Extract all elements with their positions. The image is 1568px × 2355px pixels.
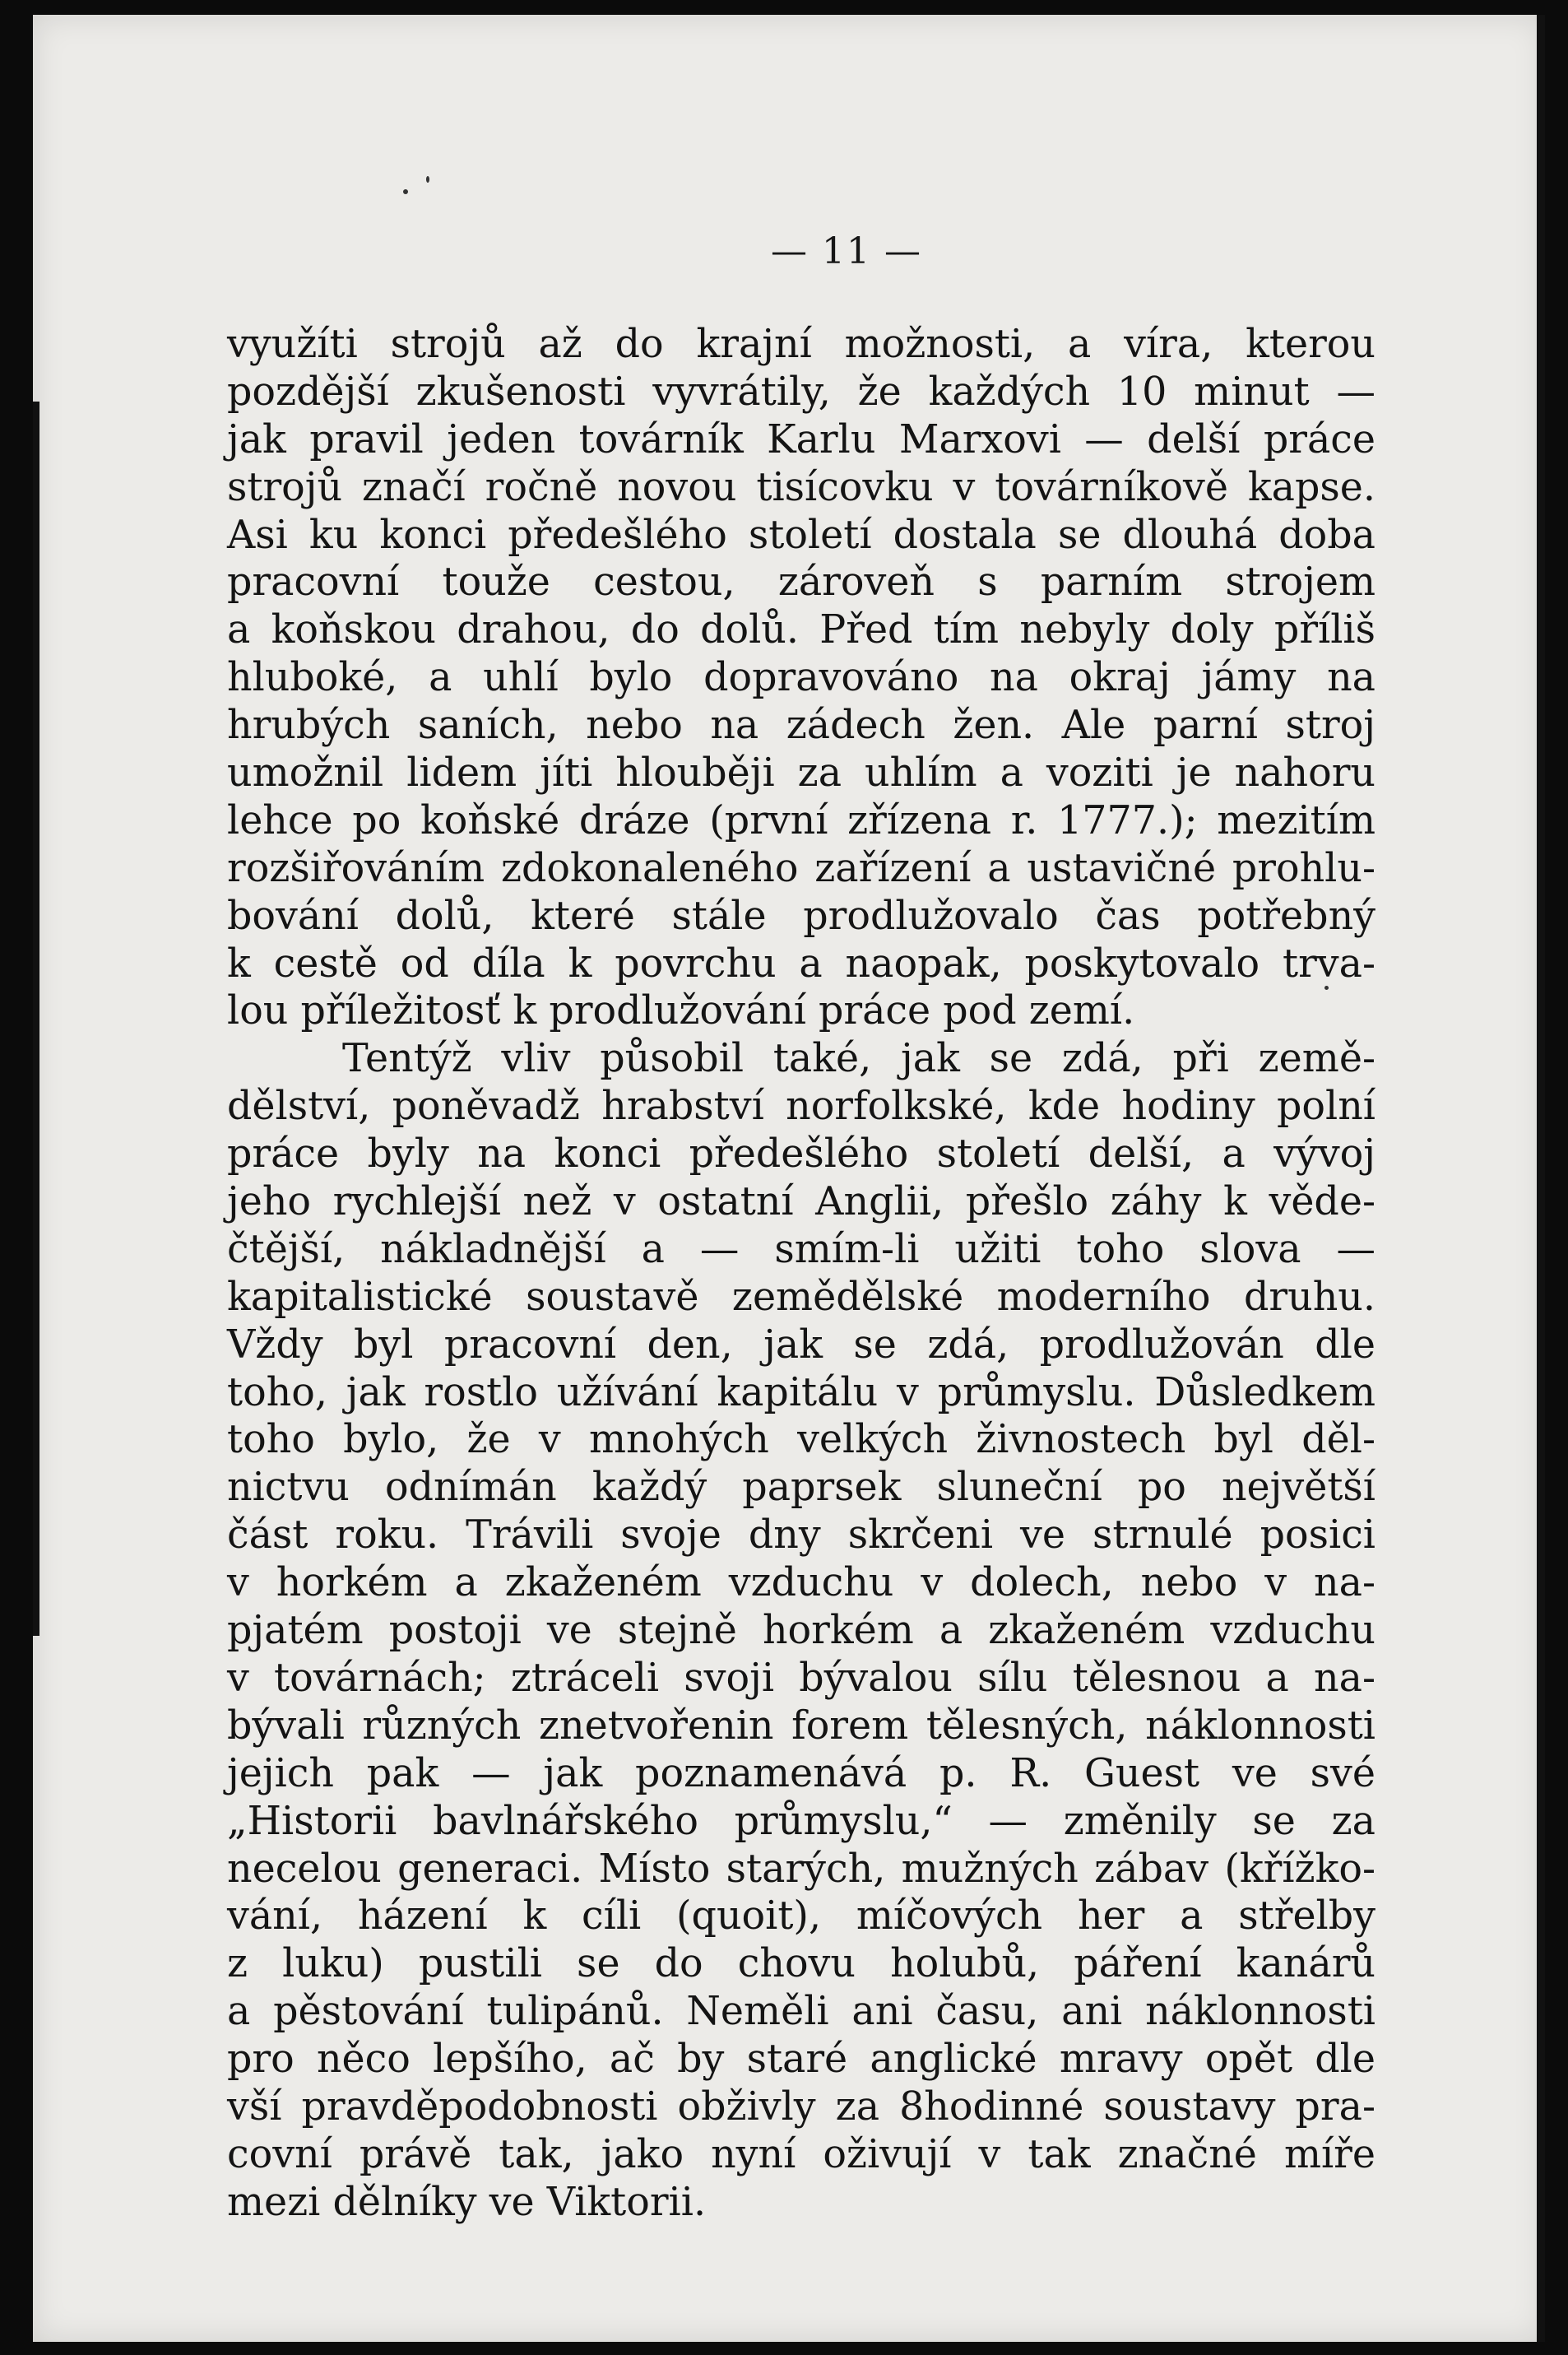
text-line: a pěstování tulipánů. Neměli ani času, ani náklonnosti <box>227 1989 1375 2035</box>
text-line: část roku. Trávili svoje dny skrčeni ve strnulé posici <box>227 1512 1375 1558</box>
text-line: bývali různých znetvořenin forem tělesných, náklonnosti <box>227 1702 1375 1749</box>
text-line: pro něco lepšího, ač by staré anglické mravy opět dle <box>227 2037 1375 2083</box>
text-line: mezi dělníky ve Viktorii. <box>227 2179 707 2225</box>
text-line: dělství, poněvadž hrabství norfolkské, kde hodiny polní <box>227 1084 1375 1130</box>
text-line: a koňskou drahou, do dolů. Před tím nebyly doly příliš <box>227 607 1375 653</box>
text-line: jeho rychlejší než v ostatní Anglii, přešlo záhy k věde- <box>227 1179 1375 1225</box>
text-line: hluboké, a uhlí bylo dopravováno na okraj jámy na <box>227 655 1375 701</box>
text-line: toho, jak rostlo užívání kapitálu v průmyslu. Důsledkem <box>227 1369 1375 1415</box>
text-line: necelou generaci. Místo starých, mužných zábav (křížko- <box>227 1846 1375 1892</box>
text-line: „Historii bavlnářského průmyslu,“ — změnily se za <box>227 1798 1375 1844</box>
left-edge-scan-mark <box>33 402 39 1636</box>
text-line: pjatém postoji ve stejně horkém a zkaženém vzduchu <box>227 1608 1375 1654</box>
text-line: využíti strojů až do krajní možnosti, a víra, kterou <box>227 322 1375 367</box>
body-text <box>227 321 1375 2227</box>
right-edge-scan-mark <box>1537 15 1545 2342</box>
text-line: nictvu odnímán každý paprsek sluneční po největší <box>227 1465 1375 1511</box>
page-number: — 11 — <box>771 230 922 272</box>
text-line: bování dolů, které stále prodlužovalo čas potřebný <box>227 893 1375 939</box>
text-line: jak pravil jeden továrník Karlu Marxovi — delší práce <box>227 416 1375 462</box>
text-line: pozdější zkušenosti vyvrátily, že každých 10 minut — <box>227 369 1375 415</box>
text-line: Asi ku konci předešlého století dostala se dlouhá doba <box>227 512 1375 558</box>
text-line: covní právě tak, jako nyní oživují v tak značné míře <box>227 2131 1375 2177</box>
text-line: v horkém a zkaženém vzduchu v dolech, nebo v na- <box>227 1560 1375 1606</box>
text-line: vší pravděpodobnosti obživly za 8hodinné soustavy pra- <box>227 2083 1375 2130</box>
text-line: Tentýž vliv působil také, jak se zdá, při země- <box>342 1036 1375 1082</box>
text-line: pracovní touže cestou, zároveň s parním strojem <box>227 560 1375 606</box>
dust-speck <box>403 189 408 194</box>
text-line: toho bylo, že v mnohých velkých živnostech byl děl- <box>227 1417 1375 1463</box>
text-line: lehce po koňské dráze (první zřízena r. 1777.); mezitím <box>227 797 1375 843</box>
scanned-page <box>33 15 1545 2342</box>
text-line: kapitalistické soustavě zemědělské moderního druhu. <box>227 1274 1375 1320</box>
text-line: z luku) pustili se do chovu holubů, páření kanárů <box>227 1941 1375 1987</box>
text-line: vání, házení k cíli (quoit), míčových her a střelby <box>227 1893 1375 1939</box>
text-line: k cestě od díla k povrchu a naopak, poskytovalo trva- <box>227 941 1375 987</box>
text-line: strojů značí ročně novou tisícovku v továrníkově kapse. <box>227 464 1375 510</box>
text-line: jejich pak — jak poznamenává p. R. Guest ve své <box>227 1750 1375 1796</box>
text-line: umožnil lidem jíti hlouběji za uhlím a voziti je nahoru <box>227 750 1375 797</box>
text-line: lou příležitosť k prodlužování práce pod zemí. <box>227 988 1135 1034</box>
text-line: čtější, nákladnější a — smím-li užiti toho slova — <box>227 1226 1375 1272</box>
text-line: rozšiřováním zdokonaleného zařízení a ustavičné prohlu- <box>227 845 1375 891</box>
text-line: v továrnách; ztráceli svoji bývalou sílu tělesnou a na- <box>227 1655 1375 1701</box>
text-line: práce byly na konci předešlého století delší, a vývoj <box>227 1131 1375 1178</box>
dust-speck <box>426 176 429 183</box>
text-line: hrubých saních, nebo na zádech žen. Ale parní stroj <box>227 703 1375 749</box>
text-line: Vždy byl pracovní den, jak se zdá, prodlužován dle <box>227 1321 1375 1368</box>
